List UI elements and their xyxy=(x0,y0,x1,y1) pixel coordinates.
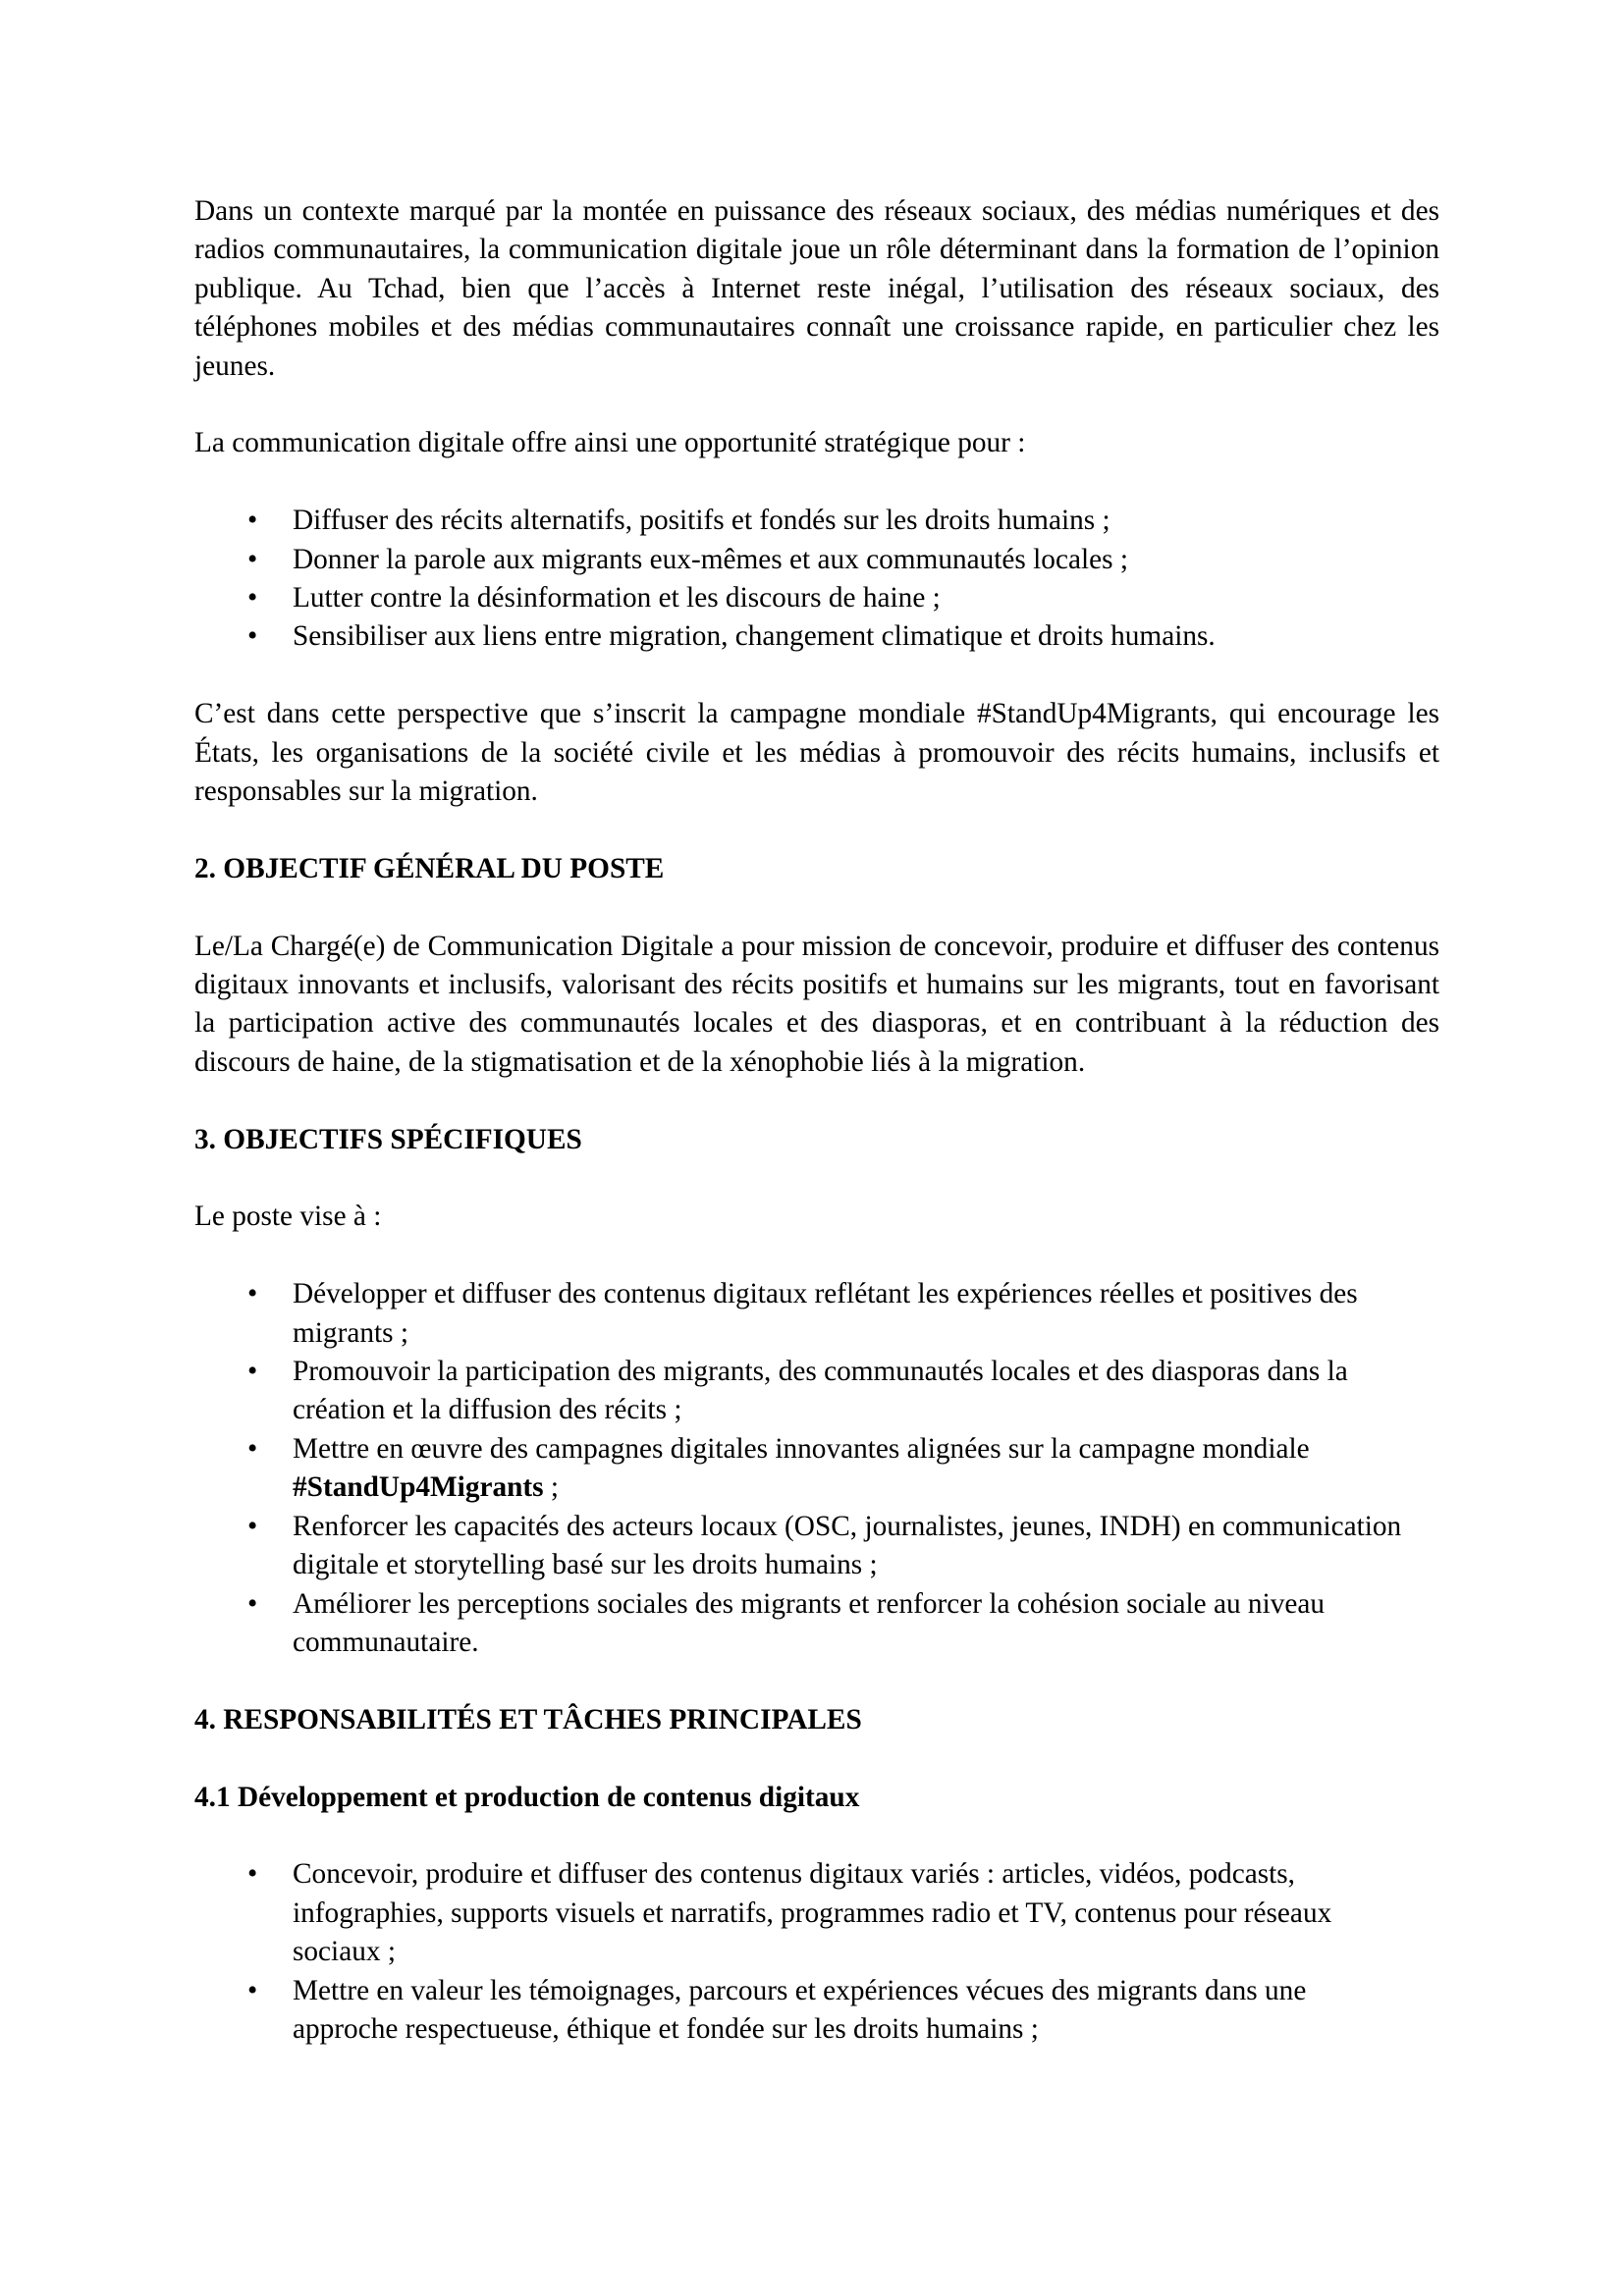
list-item: • Renforcer les capacités des acteurs locaux (OSC, journalistes, jeunes, INDH) en communication digitale et storytelling basé sur les droits humains ; xyxy=(194,1508,1412,1585)
bullet-icon: • xyxy=(247,1974,258,2006)
subsection-heading-contenus: 4.1 Développement et production de contenus digitaux xyxy=(194,1781,860,1813)
bullet-icon: • xyxy=(247,582,258,614)
bullet-icon: • xyxy=(247,543,258,575)
section-heading-responsabilites: 4. RESPONSABILITÉS ET TÂCHES PRINCIPALES xyxy=(194,1703,862,1735)
list-item: • Lutter contre la désinformation et les discours de haine ; xyxy=(194,579,1412,617)
list-item: • Améliorer les perceptions sociales des migrants et renforcer la cohésion sociale au niveau communautaire. xyxy=(194,1585,1412,1663)
hashtag: #StandUp4Migrants xyxy=(293,1471,544,1504)
bullet-icon: • xyxy=(247,1858,258,1891)
section-heading-objectifs-specifiques: 3. OBJECTIFS SPÉCIFIQUES xyxy=(194,1123,582,1155)
bullet-icon: • xyxy=(247,620,258,653)
bullet-icon: • xyxy=(247,1356,258,1388)
list-item: • Concevoir, produire et diffuser des contenus digitaux variés : articles, vidéos, podcasts, infographies, supports visuels et narratifs, programmes radio et TV, contenus pour réseaux sociaux ; xyxy=(194,1855,1412,1971)
objectif-general-paragraph: Le/La Chargé(e) de Communication Digitale a pour mission de concevoir, produire et diffuser des contenus digitaux innovants et inclusifs, valorisant des récits positifs et humains sur les migrants, tout en favorisant la participation active des communautés locales et des diasporas, et en contribuant à la réduction des discours de haine, de la stigmatisation et de la xénophobie liés à la migration. xyxy=(194,930,1439,1078)
list-item: • Sensibiliser aux liens entre migration, changement climatique et droits humains. xyxy=(194,617,1412,656)
list-item: • Diffuser des récits alternatifs, positifs et fondés sur les droits humains ; xyxy=(194,502,1412,540)
bullet-icon: • xyxy=(247,1432,258,1465)
list-item: • Mettre en valeur les témoignages, parcours et expériences vécues des migrants dans une approche respectueuse, éthique et fondée sur les droits humains ; xyxy=(194,1972,1412,2050)
contenus-list xyxy=(194,1855,1439,2049)
intro-lead-in: La communication digitale offre ainsi une opportunité stratégique pour : xyxy=(194,427,1026,459)
objectifs-intro: Le poste vise à : xyxy=(194,1201,382,1233)
list-item: • Développer et diffuser des contenus digitaux reflétant les expériences réelles et positives des migrants ; xyxy=(194,1275,1412,1353)
section-heading-objectif-general: 2. OBJECTIF GÉNÉRAL DU POSTE xyxy=(194,852,665,884)
list-item: • Donner la parole aux migrants eux-mêmes et aux communautés locales ; xyxy=(194,541,1412,579)
intro-paragraph: Dans un contexte marqué par la montée en puissance des réseaux sociaux, des médias numériques et des radios communautaires, la communication digitale joue un rôle déterminant dans la formation de l’opinion publique. Au Tchad, bien que l’accès à Internet reste inégal, l’utilisation des réseaux sociaux, des téléphones mobiles et des médias communautaires connaît une croissance rapide, en particulier chez les jeunes. xyxy=(194,195,1439,382)
document-page xyxy=(194,192,1439,2049)
list-item: • Promouvoir la participation des migrants, des communautés locales et des diasporas dans la création et la diffusion des récits ; xyxy=(194,1353,1412,1430)
bullet-icon: • xyxy=(247,1587,258,1620)
bullet-icon: • xyxy=(247,1510,258,1542)
bullet-icon: • xyxy=(247,1278,258,1310)
bullet-icon: • xyxy=(247,505,258,537)
campaign-paragraph: C’est dans cette perspective que s’inscrit la campagne mondiale #StandUp4Migrants, qui encourage les États, les organisations de la société civile et les médias à promouvoir des récits humains, inclusifs et responsables sur la migration. xyxy=(194,698,1439,808)
objectifs-list xyxy=(194,1275,1439,1662)
list-item: • Mettre en œuvre des campagnes digitales innovantes alignées sur la campagne mondiale #StandUp4Migrants ; xyxy=(194,1430,1412,1508)
opportunity-list xyxy=(194,502,1439,657)
